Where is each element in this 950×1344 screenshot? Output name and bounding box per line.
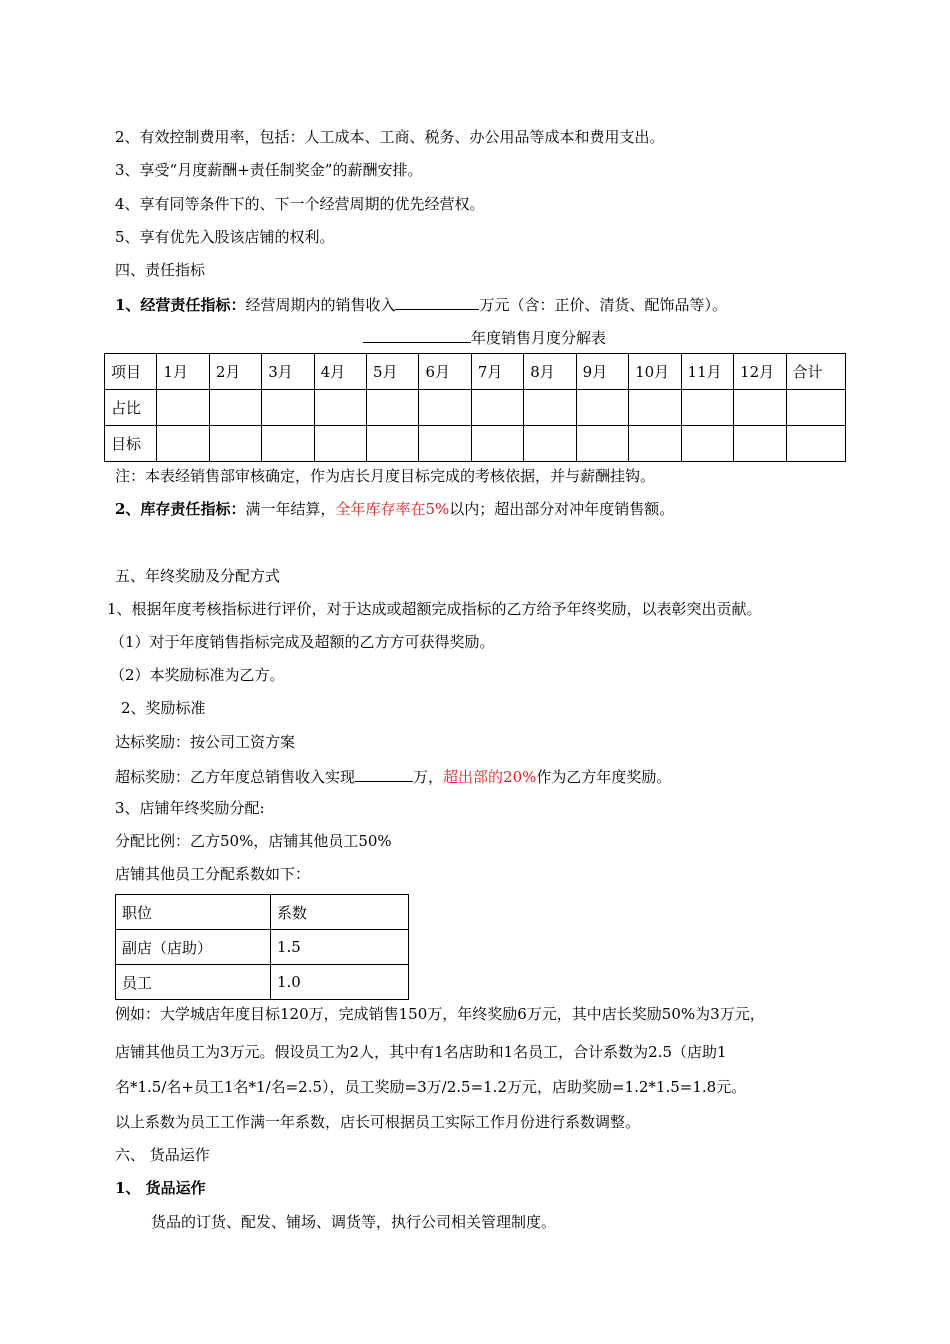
header-month-1: 1月 — [157, 354, 209, 390]
section-5-p8: 分配比例：乙方50%，店铺其他员工50% — [115, 832, 392, 850]
kpi-2-text-a: 满一年结算， — [245, 500, 336, 518]
section-6-text: 货品的订货、配发、铺场、调货等，执行公司相关管理制度。 — [151, 1213, 557, 1231]
example-line-3: 名*1.5/名+员工1名*1/名=2.5），员工奖励=3万/2.5=1.2万元，店助奖励=1.2*1.5=1.8元。 — [115, 1078, 747, 1096]
item-2: 2、有效控制费用率，包括：人工成本、工商、税务、办公用品等成本和费用支出。 — [115, 128, 665, 146]
table-header-row — [105, 354, 846, 390]
item-5: 5、享有优先入股该店铺的权利。 — [115, 228, 335, 246]
p6-blank — [355, 765, 413, 782]
table-title — [363, 326, 606, 348]
table-title-blank — [363, 326, 471, 343]
monthly-breakdown-table — [104, 353, 846, 462]
header-month-5: 5月 — [367, 354, 419, 390]
header-month-8: 8月 — [524, 354, 576, 390]
table-cell — [419, 426, 471, 462]
kpi-1-text-a: 经营周期内的销售收入 — [245, 296, 396, 314]
table-cell — [734, 426, 786, 462]
header-month-6: 6月 — [419, 354, 471, 390]
section-6-title: 六、 货品运作 — [115, 1146, 210, 1164]
table-cell — [576, 390, 628, 426]
item-3: 3、享受“月度薪酬+责任制奖金”的薪酬安排。 — [115, 161, 423, 179]
table-cell — [157, 426, 209, 462]
table-cell — [629, 426, 681, 462]
section-5-p5: 达标奖励：按公司工资方案 — [115, 733, 296, 751]
header-month-9: 9月 — [576, 354, 628, 390]
coef-header-position: 职位 — [116, 895, 271, 930]
header-month-4: 4月 — [314, 354, 366, 390]
p6-text-b: 万， — [413, 768, 444, 786]
p6-red: 超出部的20% — [443, 768, 537, 786]
coef-row — [116, 965, 409, 1000]
section-5-p2: （1）对于年度销售指标完成及超额的乙方方可获得奖励。 — [110, 633, 495, 651]
table-cell — [786, 426, 845, 462]
section-5-p3: （2）本奖励标准为乙方。 — [110, 666, 285, 684]
header-month-11: 11月 — [681, 354, 733, 390]
header-month-2: 2月 — [209, 354, 261, 390]
section-5-p6 — [115, 765, 671, 787]
coef-header-row — [116, 895, 409, 930]
coef-header-value: 系数 — [271, 895, 409, 930]
header-month-3: 3月 — [262, 354, 314, 390]
table-cell — [419, 390, 471, 426]
table-cell — [209, 390, 261, 426]
kpi-2-label: 2、库存责任指标： — [115, 500, 246, 518]
table-cell — [367, 426, 419, 462]
table-cell — [471, 426, 523, 462]
coefficient-table — [115, 894, 409, 1000]
table-cell — [681, 390, 733, 426]
table-cell — [367, 390, 419, 426]
table-cell — [734, 390, 786, 426]
coef-value: 1.0 — [271, 965, 409, 1000]
p6-text-a: 超标奖励：乙方年度总销售收入实现 — [115, 768, 356, 786]
kpi-1-blank — [395, 293, 479, 310]
p6-text-c: 作为乙方年度奖励。 — [536, 768, 672, 786]
example-line-2: 店铺其他员工为3万元。假设员工为2人，其中有1名店助和1名员工，合计系数为2.5（店助1 — [115, 1043, 727, 1061]
table-row-ratio — [105, 390, 846, 426]
section-6-subtitle: 1、 货品运作 — [115, 1179, 206, 1197]
kpi-2-red: 全年库存率在5% — [335, 500, 450, 518]
section-5-p1: 1、根据年度考核指标进行评价，对于达成或超额完成指标的乙方给予年终奖励，以表彰突出贡献。 — [107, 600, 762, 618]
kpi-2-text-b: 以内；超出部分对冲年度销售额。 — [449, 500, 675, 518]
example-line-4: 以上系数为员工工作满一年系数，店长可根据员工实际工作月份进行系数调整。 — [115, 1113, 641, 1131]
header-item: 项目 — [105, 354, 157, 390]
table-cell — [524, 390, 576, 426]
kpi-1-label: 1、经营责任指标： — [115, 296, 246, 314]
coef-row — [116, 930, 409, 965]
table-cell — [524, 426, 576, 462]
row-label-ratio: 占比 — [105, 390, 157, 426]
table-cell — [209, 426, 261, 462]
section-5-p7: 3、店铺年终奖励分配: — [115, 799, 265, 817]
coef-value: 1.5 — [271, 930, 409, 965]
section-4-title: 四、责任指标 — [115, 261, 206, 279]
header-total: 合计 — [786, 354, 845, 390]
section-5-p4: 2、奖励标准 — [121, 699, 206, 717]
example-line-1: 例如：大学城店年度目标120万，完成销售150万，年终奖励6万元，其中店长奖励50%为3万元， — [115, 1005, 765, 1023]
table-cell — [157, 390, 209, 426]
section-5-title: 五、年终奖励及分配方式 — [115, 567, 281, 585]
row-label-target: 目标 — [105, 426, 157, 462]
table-cell — [576, 426, 628, 462]
section-5-p9: 店铺其他员工分配系数如下： — [115, 865, 311, 883]
header-month-12: 12月 — [734, 354, 786, 390]
kpi-2 — [115, 499, 674, 519]
coef-position: 员工 — [116, 965, 271, 1000]
header-month-7: 7月 — [471, 354, 523, 390]
table-cell — [262, 426, 314, 462]
table-cell — [314, 390, 366, 426]
table-cell — [629, 390, 681, 426]
table-title-text: 年度销售月度分解表 — [471, 329, 607, 347]
kpi-1-text-b: 万元（含：正价、清货、配饰品等）。 — [479, 296, 727, 314]
item-4: 4、享有同等条件下的、下一个经营周期的优先经营权。 — [115, 195, 485, 213]
header-month-10: 10月 — [629, 354, 681, 390]
table-cell — [314, 426, 366, 462]
table-row-target — [105, 426, 846, 462]
table-cell — [262, 390, 314, 426]
table-cell — [786, 390, 845, 426]
kpi-1 — [115, 293, 727, 315]
table-note: 注：本表经销售部审核确定，作为店长月度目标完成的考核依据，并与薪酬挂钩。 — [115, 467, 656, 485]
table-cell — [471, 390, 523, 426]
coef-position: 副店（店助） — [116, 930, 271, 965]
table-cell — [681, 426, 733, 462]
